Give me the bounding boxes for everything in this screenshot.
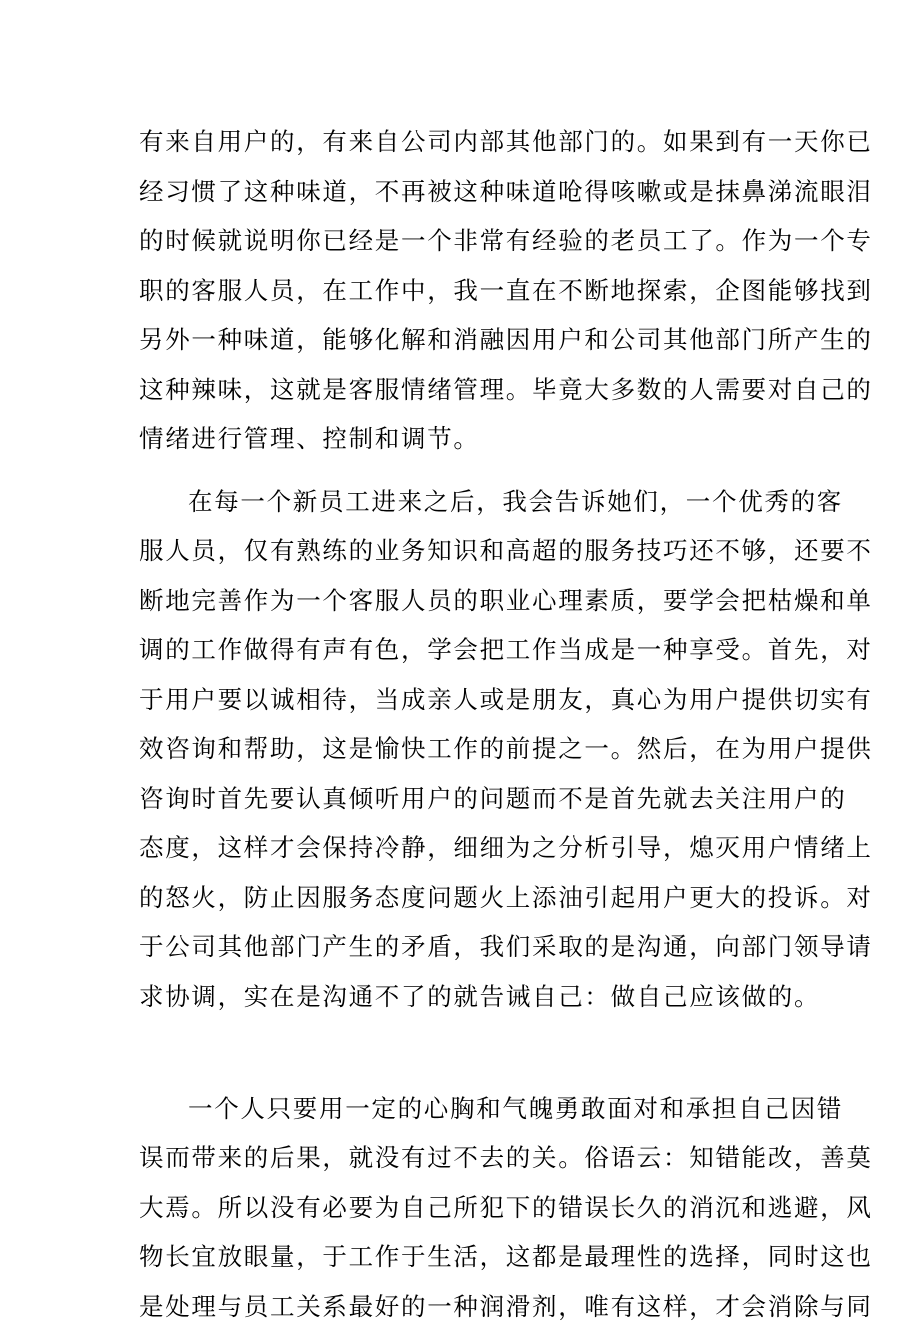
text-line: 于用户要以诚相待，当成亲人或是朋友，真心为用户提供切实有 [139, 682, 783, 732]
text-line: 的怒火，防止因服务态度问题火上添油引起用户更大的投诉。对 [139, 880, 783, 930]
text-line: 是处理与员工关系最好的一种润滑剂，唯有这样，才会消除与同 [139, 1289, 783, 1338]
text-line [139, 1028, 783, 1078]
text-line: 误而带来的后果，就没有过不去的关。俗语云：知错能改，善莫 [139, 1140, 783, 1190]
text-line: 的时候就说明你已经是一个非常有经验的老员工了。作为一个专 [139, 223, 783, 273]
body-text [139, 124, 783, 1338]
paragraph-2 [139, 484, 783, 1078]
text-line: 这种辣味，这就是客服情绪管理。毕竟大多数的人需要对自己的 [139, 372, 783, 422]
text-line: 物长宜放眼量，于工作于生活，这都是最理性的选择，同时这也 [139, 1239, 783, 1289]
text-line: 另外一种味道，能够化解和消融因用户和公司其他部门所产生的 [139, 322, 783, 372]
text-line: 态度，这样才会保持冷静，细细为之分析引导，熄灭用户情绪上 [139, 830, 783, 880]
text-line: 效咨询和帮助，这是愉快工作的前提之一。然后，在为用户提供 [139, 731, 783, 781]
text-line: 职的客服人员，在工作中，我一直在不断地探索，企图能够找到 [139, 273, 783, 323]
text-line: 求协调，实在是沟通不了的就告诫自己：做自己应该做的。 [139, 979, 783, 1029]
text-line: 于公司其他部门产生的矛盾，我们采取的是沟通，向部门领导请 [139, 929, 783, 979]
text-line: 大焉。所以没有必要为自己所犯下的错误长久的消沉和逃避，风 [139, 1190, 783, 1240]
paragraph-1 [139, 124, 783, 471]
text-line: 情绪进行管理、控制和调节。 [139, 421, 783, 471]
text-line: 断地完善作为一个客服人员的职业心理素质，要学会把枯燥和单 [139, 583, 783, 633]
text-line: 有来自用户的，有来自公司内部其他部门的。如果到有一天你已 [139, 124, 783, 174]
text-line: 一个人只要用一定的心胸和气魄勇敢面对和承担自己因错 [139, 1091, 783, 1141]
text-line: 服人员，仅有熟练的业务知识和高超的服务技巧还不够，还要不 [139, 533, 783, 583]
text-line: 咨询时首先要认真倾听用户的问题而不是首先就去关注用户的 [139, 781, 783, 831]
text-line: 调的工作做得有声有色，学会把工作当成是一种享受。首先，对 [139, 632, 783, 682]
text-line: 在每一个新员工进来之后，我会告诉她们，一个优秀的客 [139, 484, 783, 534]
text-line: 经习惯了这种味道，不再被这种味道呛得咳嗽或是抹鼻涕流眼泪 [139, 174, 783, 224]
